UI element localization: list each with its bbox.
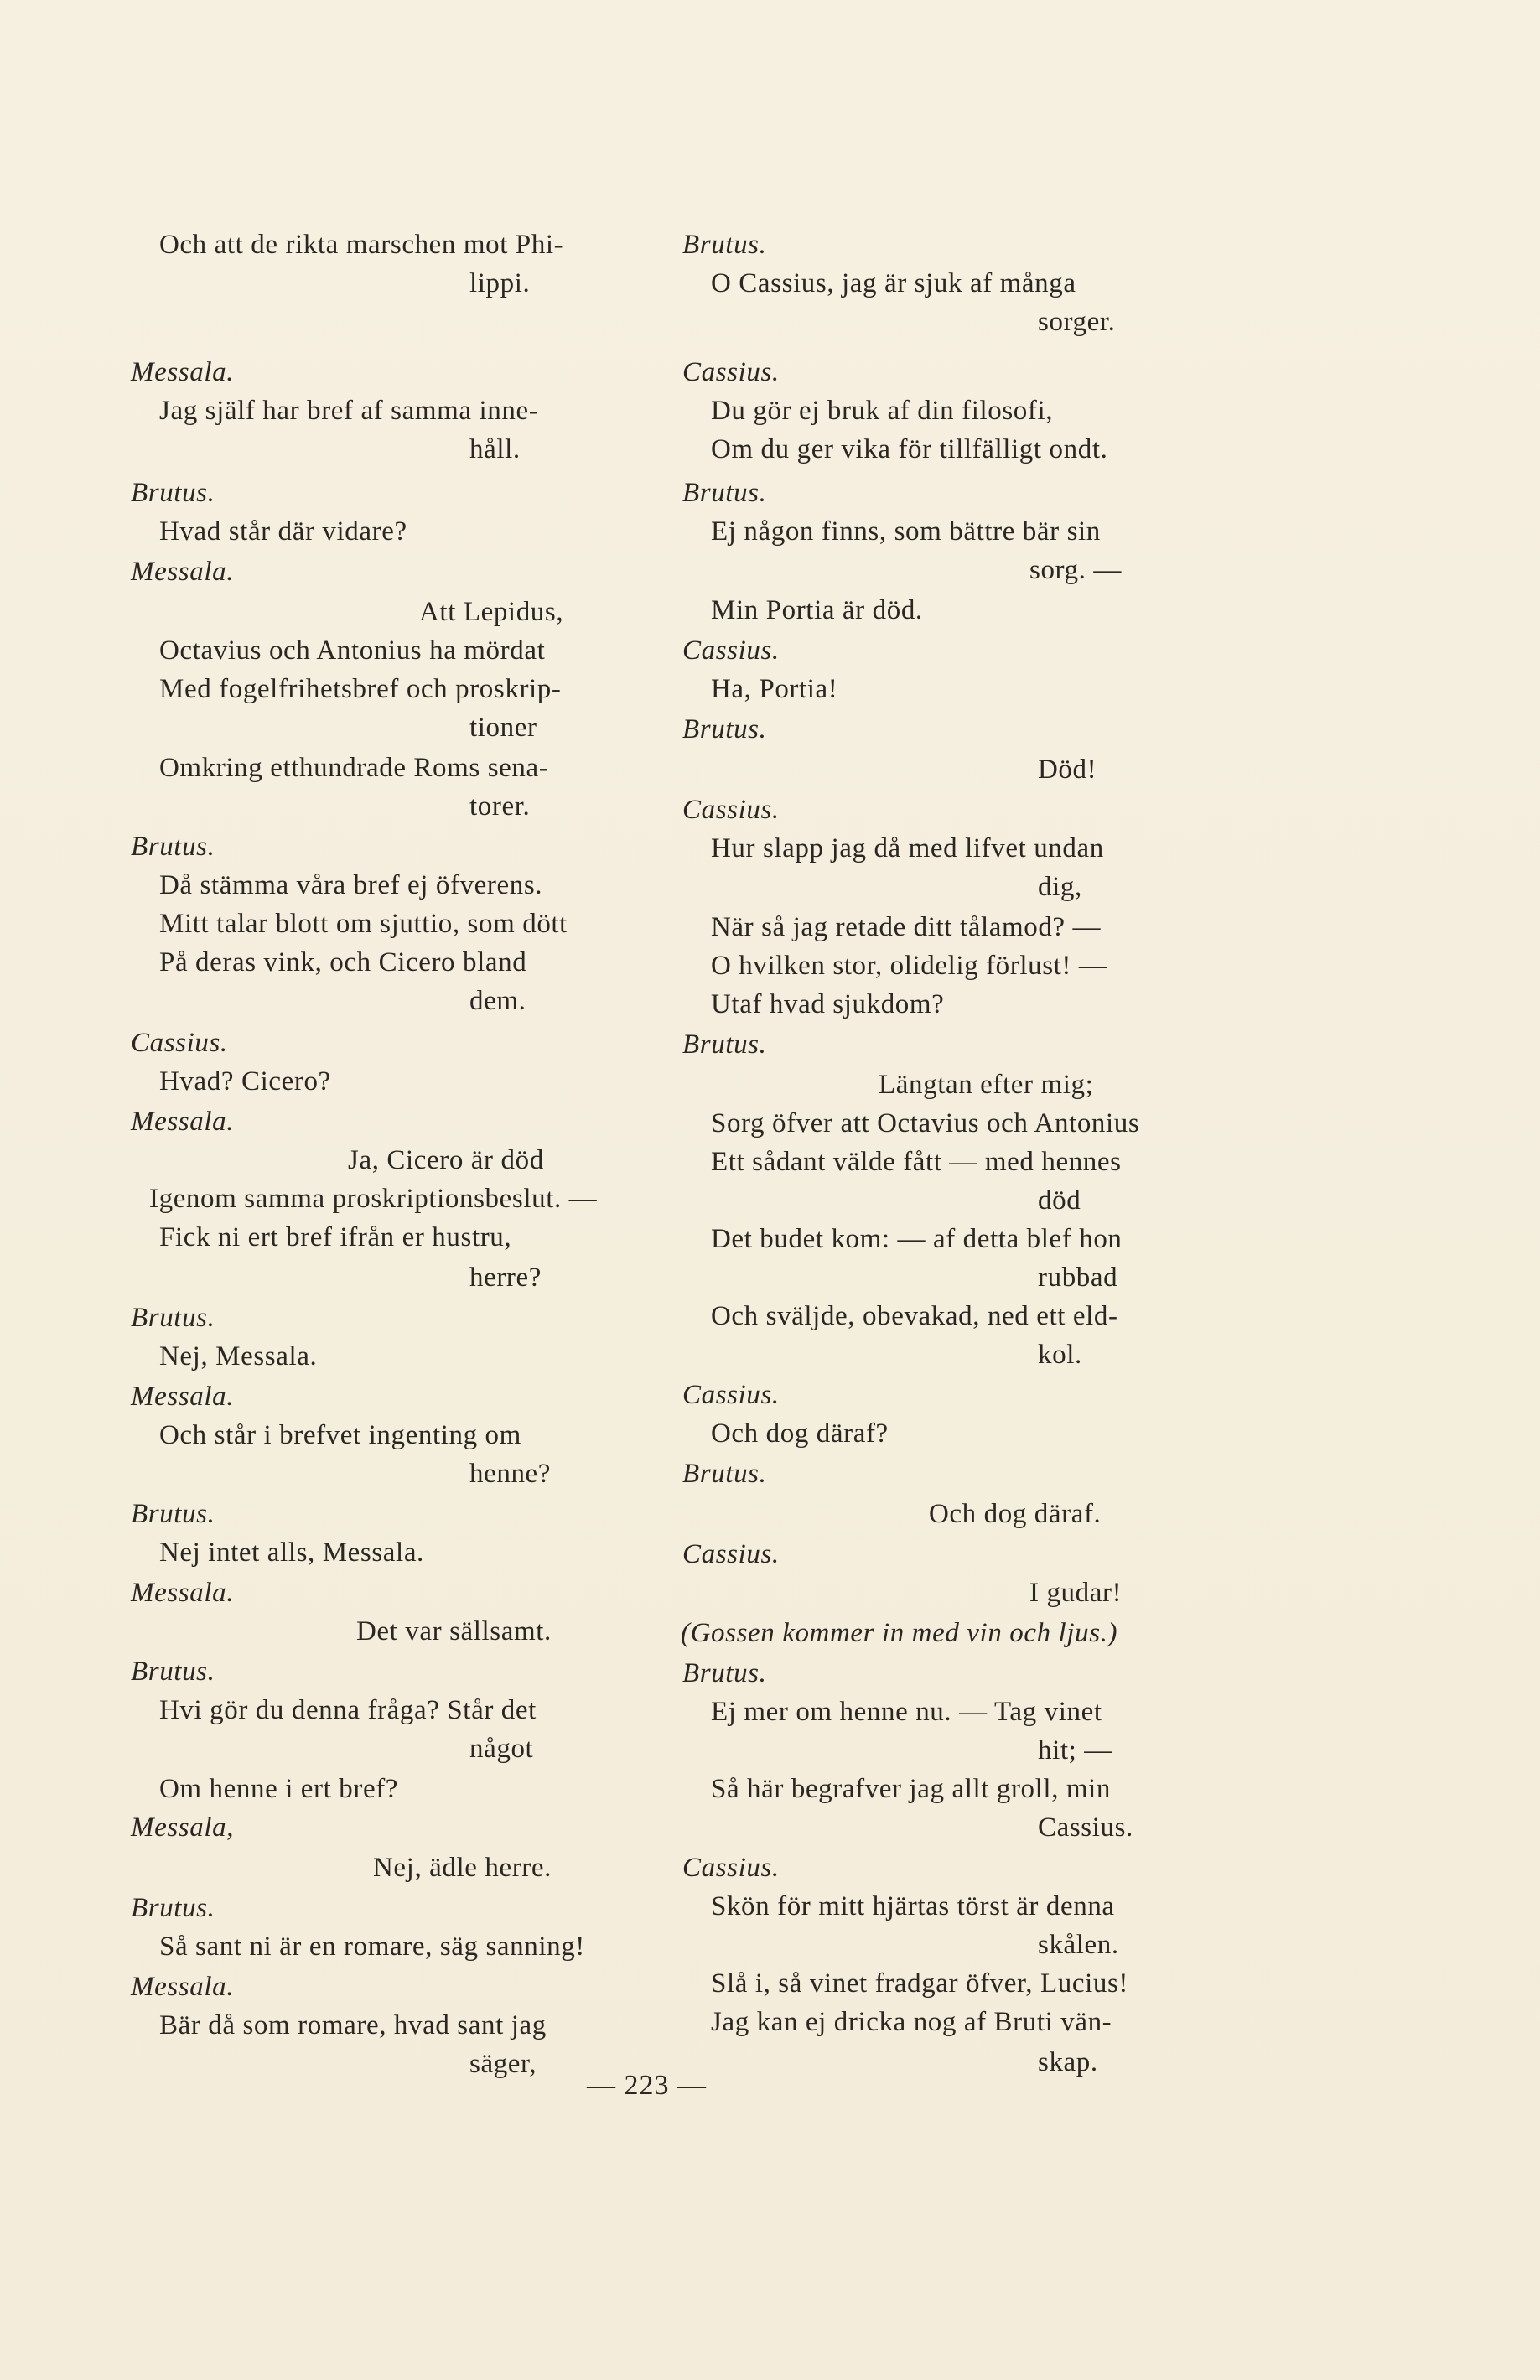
verse-line: Hvad? Cicero? — [159, 1066, 331, 1097]
speaker-name: Messala. — [131, 1578, 235, 1608]
verse-line: Med fogelfrihetsbref och proskrip- — [159, 674, 562, 704]
speaker-name: Brutus. — [682, 1029, 767, 1060]
verse-line: Och att de rikta marschen mot Phi- — [159, 230, 564, 260]
verse-line: Omkring etthundrade Roms sena- — [159, 753, 549, 783]
verse-line: Ha, Portia! — [711, 674, 838, 704]
stage-direction: (Gossen kommer in med vin och ljus.) — [681, 1618, 1118, 1648]
speaker-name: Cassius. — [682, 635, 780, 666]
speaker-name: Brutus. — [131, 1893, 215, 1923]
speaker-name: Cassius. — [682, 1853, 780, 1883]
verse-line: Om henne i ert bref? — [159, 1774, 399, 1804]
verse-line: Nej, ädle herre. — [373, 1853, 552, 1883]
verse-line: Det var sällsamt. — [356, 1616, 552, 1646]
speaker-name: Brutus. — [131, 1499, 215, 1529]
verse-line: Hvi gör du denna fråga? Står det — [159, 1695, 537, 1725]
verse-line: Så sant ni är en romare, säg sanning! — [159, 1931, 585, 1962]
speaker-name: Messala. — [131, 557, 235, 587]
verse-line: Ej mer om henne nu. — Tag vinet — [711, 1697, 1102, 1727]
verse-line: Ja, Cicero är död — [348, 1145, 544, 1175]
verse-line: Ett sådant välde fått — med hennes — [711, 1147, 1122, 1177]
speaker-name: Brutus. — [682, 230, 767, 260]
speaker-name: Brutus. — [682, 1658, 767, 1688]
speaker-name: Messala. — [131, 1382, 235, 1412]
verse-line: något — [469, 1734, 534, 1764]
speaker-name: Cassius. — [131, 1028, 228, 1058]
verse-line: skålen. — [1038, 1930, 1119, 1960]
verse-line: Och dog däraf? — [711, 1418, 889, 1449]
verse-line: Utaf hvad sjukdom? — [711, 989, 945, 1019]
verse-line: Cassius. — [1038, 1812, 1133, 1843]
speaker-name: Brutus. — [131, 1657, 215, 1687]
verse-line: Hur slapp jag då med lifvet undan — [711, 833, 1104, 863]
verse-line: skap. — [1038, 2047, 1098, 2077]
speaker-name: Cassius. — [682, 1539, 780, 1569]
verse-line: Sorg öfver att Octavius och Antonius — [711, 1108, 1140, 1138]
verse-line: Hvad står där vidare? — [159, 516, 407, 547]
verse-line: Mitt talar blott om sjuttio, som dött — [159, 909, 568, 939]
verse-line: Nej, Messala. — [159, 1341, 318, 1371]
verse-line: Ej någon finns, som bättre bär sin — [711, 516, 1101, 547]
verse-line: kol. — [1038, 1340, 1082, 1370]
verse-line: Nej intet alls, Messala. — [159, 1537, 424, 1568]
speaker-name: Brutus. — [682, 1459, 767, 1489]
verse-line: O hvilken stor, olidelig förlust! — — [711, 951, 1107, 981]
speaker-name: Brutus. — [682, 714, 767, 744]
verse-line: Och dog däraf. — [929, 1499, 1102, 1529]
speaker-name: Cassius. — [682, 1380, 780, 1410]
verse-line: torer. — [469, 791, 531, 822]
verse-line: säger, — [469, 2049, 537, 2079]
verse-line: hit; — — [1038, 1735, 1112, 1766]
verse-line: Att Lepidus, — [419, 597, 564, 627]
verse-line: Och sväljde, obevakad, ned ett eld- — [711, 1301, 1118, 1331]
verse-line: sorger. — [1038, 307, 1116, 337]
verse-line: Bär då som romare, hvad sant jag — [159, 2010, 547, 2040]
verse-line: död — [1038, 1185, 1081, 1216]
speaker-name: Brutus. — [131, 832, 215, 862]
verse-line: lippi. — [469, 268, 531, 298]
verse-line: Fick ni ert bref ifrån er hustru, — [159, 1222, 512, 1252]
verse-line: henne? — [469, 1459, 552, 1489]
speaker-name: Messala. — [131, 357, 235, 387]
verse-line: O Cassius, jag är sjuk af många — [711, 268, 1076, 298]
verse-line: Längtan efter mig; — [879, 1070, 1094, 1100]
verse-line: dig, — [1038, 872, 1082, 902]
verse-line: herre? — [469, 1263, 542, 1293]
speaker-name: Messala. — [131, 1972, 235, 2002]
verse-line: Och står i brefvet ingenting om — [159, 1420, 521, 1450]
verse-line: Slå i, så vinet fradgar öfver, Lucius! — [711, 1968, 1128, 1999]
verse-line: Det budet kom: — af detta blef hon — [711, 1224, 1123, 1254]
verse-line: Död! — [1038, 754, 1097, 785]
speaker-name: Cassius. — [682, 795, 780, 825]
verse-line: sorg. — — [1029, 555, 1122, 585]
verse-line: Skön för mitt hjärtas törst är denna — [711, 1891, 1115, 1921]
speaker-name: Brutus. — [131, 478, 215, 508]
verse-line: tioner — [469, 713, 537, 743]
verse-line: rubbad — [1038, 1263, 1118, 1293]
verse-line: Då stämma våra bref ej öfverens. — [159, 870, 543, 900]
speaker-name: Messala, — [131, 1812, 235, 1843]
verse-line: dem. — [469, 986, 526, 1016]
speaker-name: Brutus. — [131, 1303, 215, 1333]
verse-line: Jag kan ej dricka nog af Bruti vän- — [711, 2007, 1112, 2037]
verse-line: Så här begrafver jag allt groll, min — [711, 1774, 1112, 1804]
verse-line: I gudar! — [1029, 1578, 1123, 1608]
speaker-name: Cassius. — [682, 357, 780, 387]
speaker-name: Messala. — [131, 1107, 235, 1137]
verse-line: Jag själf har bref af samma inne- — [159, 396, 539, 426]
page-number: — 223 — — [587, 2070, 707, 2101]
verse-line: När så jag retade ditt tålamod? — — [711, 912, 1102, 942]
verse-line: håll. — [469, 434, 521, 464]
verse-line: Octavius och Antonius ha mördat — [159, 635, 546, 666]
speaker-name: Brutus. — [682, 478, 767, 508]
verse-line: Om du ger vika för tillfälligt ondt. — [711, 434, 1108, 464]
verse-line: Igenom samma proskriptionsbeslut. — — [149, 1184, 598, 1214]
verse-line: Min Portia är död. — [711, 595, 923, 625]
verse-line: Du gör ej bruk af din filosofi, — [711, 396, 1054, 426]
verse-line: På deras vink, och Cicero bland — [159, 947, 527, 977]
